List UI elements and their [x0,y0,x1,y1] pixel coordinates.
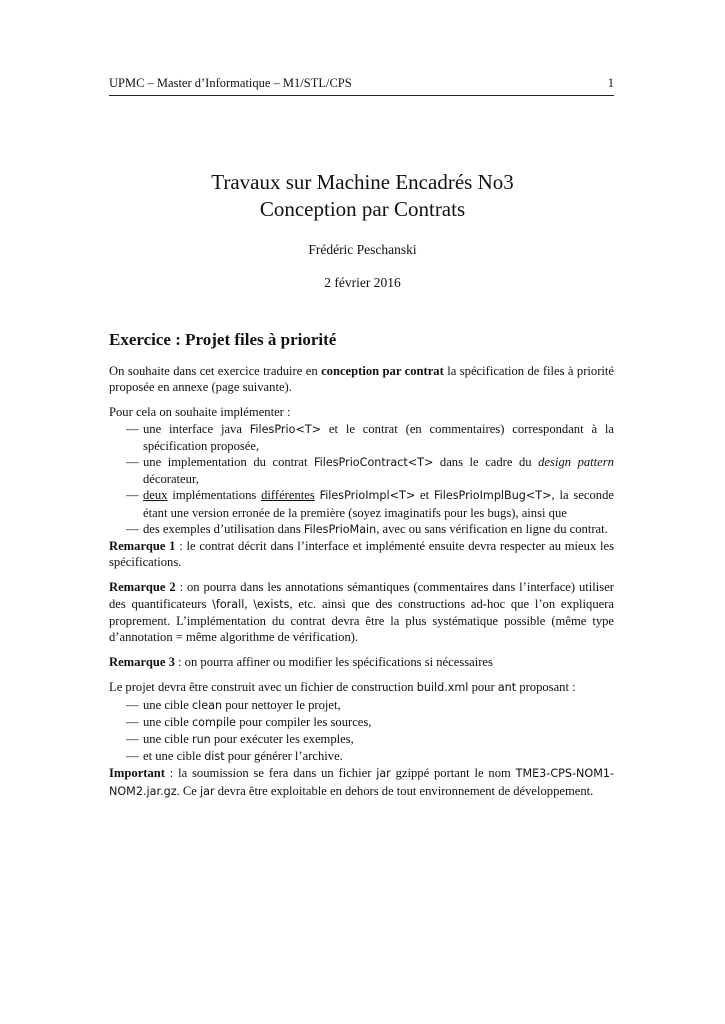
list-lead: Le projet devra être construit avec un fichier de construction build.xml pour ant proposant : [109,680,576,695]
section-title: Exercice : Projet files à priorité [109,330,337,349]
list-item: — une interface java FilesPrio<T> et le contrat (en commentaires) correspondant à la spécification proposée, [109,421,614,454]
remarque-2: Remarque 2 : on pourra dans les annotations sémantiques (commentaires dans l’interface) utiliser des quantificateurs \forall, \exists, etc. ainsi que des constructions ad-hoc que l’on expliquera proprement. L’implémentation du contrat devra être la plus systématique possible (même type d’annotation = même algorithme de vérification). [109,580,615,645]
list-item: — une cible clean pour nettoyer le projet, [109,697,614,714]
list-item: — une cible run pour exécuter les exemples, [109,731,614,748]
list-item: — une implementation du contrat FilesPrioContract<T> dans le cadre du design pattern décorateur, [109,454,614,487]
remarque-1: Remarque 1 : le contrat décrit dans l’interface et implémenté ensuite devra respecter au mieux les spécifications. [109,539,614,570]
list-lead: Pour cela on souhaite implémenter : [109,405,291,420]
list-item: — deux implémentations différentes FilesPrioImpl<T> et FilesPrioImplBug<T>, la seconde étant une version erronée de la première (soyez imaginatifs pour les bugs), ainsi que [109,487,614,520]
list-item: — et une cible dist pour générer l’archive. [109,748,614,765]
list-item: — des exemples d’utilisation dans FilesPrioMain, avec ou sans vérification en ligne du contrat. [109,521,614,538]
body-text [109,363,614,809]
document-title [0,169,725,223]
date: 2 février 2016 [324,275,401,290]
header-course: UPMC – Master d’Informatique – M1/STL/CPS [109,76,352,90]
intro-paragraph: On souhaite dans cet exercice traduire en conception par contrat la spécification de files à priorité proposée en annexe (page suivante). [109,364,614,395]
header-page-number: 1 [607,76,614,90]
title-line-1: Travaux sur Machine Encadrés No3 [211,170,514,194]
title-line-2: Conception par Contrats [259,197,466,221]
build-list [109,679,614,765]
remarque-3: Remarque 3 : on pourra affiner ou modifier les spécifications si nécessaires [109,655,493,670]
important-note: Important : la soumission se fera dans un fichier jar gzippé portant le nom TME3-CPS-NOM1-NOM2.jar.gz. Ce jar devra être exploitable en dehors de tout environnement de développement. [109,766,614,798]
list-item: — une cible compile pour compiler les sources, [109,714,614,731]
running-header [109,76,614,96]
implementation-list [109,404,614,538]
author: Frédéric Peschanski [308,242,417,257]
